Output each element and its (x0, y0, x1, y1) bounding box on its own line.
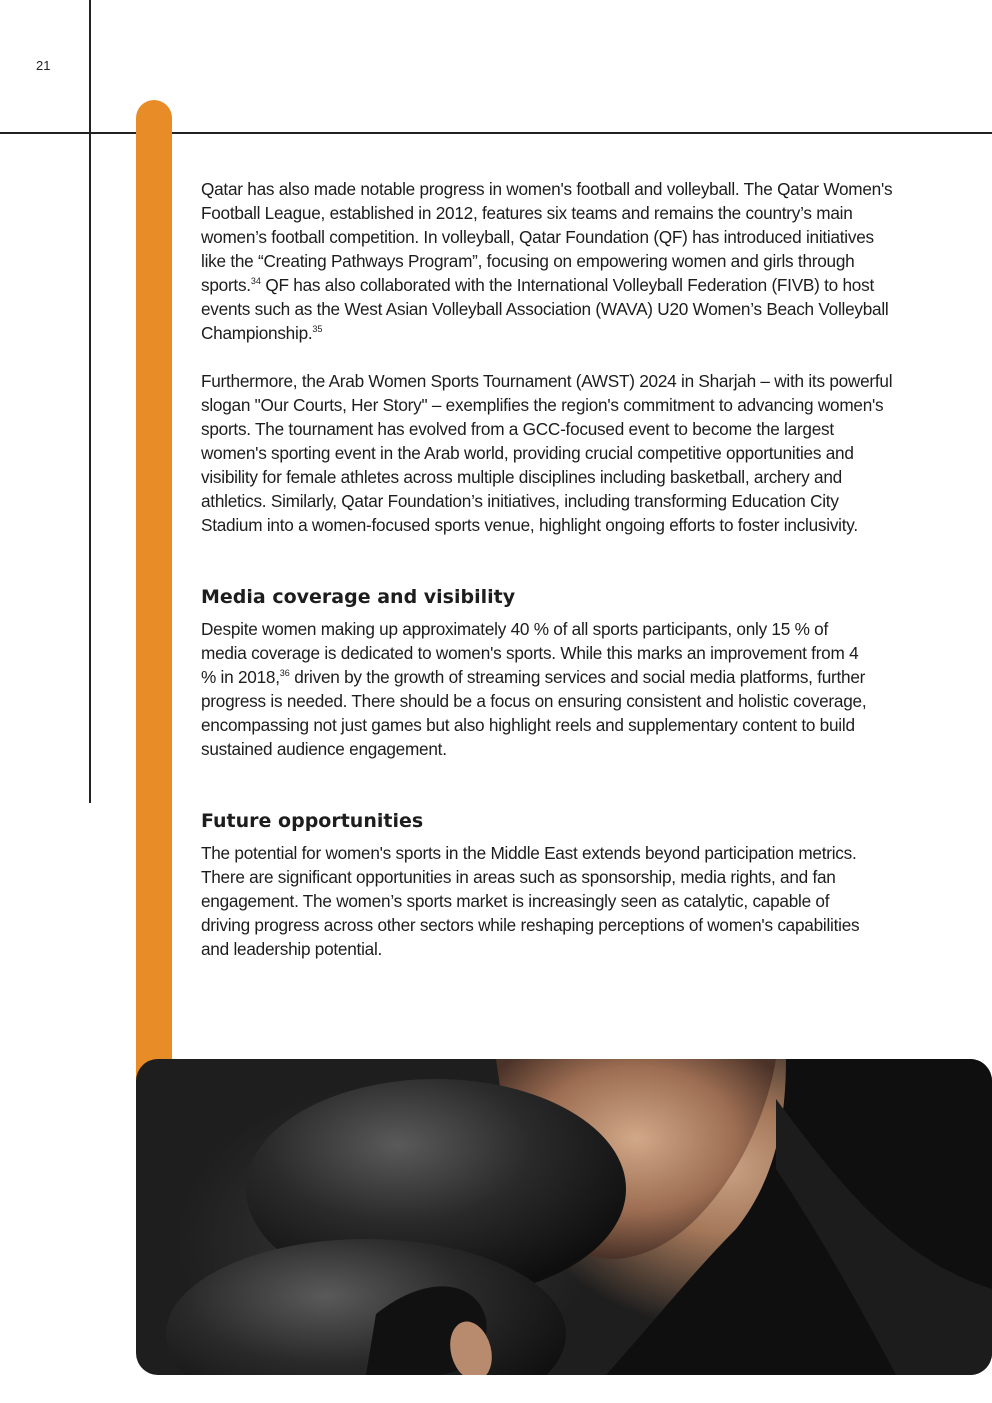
footnote-ref-35[interactable]: 35 (312, 324, 323, 334)
media-paragraph: Despite women making up approximately 40 % of all sports participants, only 15 % of media coverage is dedicated to women's sports. While this marks an improvement from 4 % in 2018,36 driven by the growth of streaming services and social media platforms, further progress is needed. There should be a focus on ensuring consistent and holistic coverage, encompassing not just games but also highlight reels and supplementary content to build sustained audience engagement. (201, 619, 867, 759)
vertical-rule (89, 0, 91, 803)
footnote-ref-34[interactable]: 34 (250, 276, 261, 286)
media-heading: Media coverage and visibility (201, 586, 516, 608)
footnote-ref-36[interactable]: 36 (279, 668, 290, 678)
photo-illustration (136, 1059, 992, 1375)
page-number: 21 (36, 58, 51, 73)
article-body (201, 177, 901, 961)
accent-bar (136, 100, 172, 1100)
future-paragraph: The potential for women's sports in the Middle East extends beyond participation metrics. There are significant opportunities in areas such as sponsorship, media rights, and fan engagement. The women’s sports market is increasingly seen as catalytic, capable of driving progress across other sectors while reshaping perceptions of women's capabilities and leadership potential. (201, 843, 860, 959)
boxing-athlete-photo (136, 1059, 992, 1375)
intro-paragraph-2: Furthermore, the Arab Women Sports Tournament (AWST) 2024 in Sharjah – with its powerful slogan "Our Courts, Her Story" – exemplifies the region's commitment to advancing women's sports. The tournament has evolved from a GCC-focused event to become the largest women's sporting event in the Arab world, providing crucial competitive opportunities and visibility for female athletes across multiple disciplines including basketball, archery and athletics. Similarly, Qatar Foundation’s initiatives, including transforming Education City Stadium into a women-focused sports venue, highlight ongoing efforts to foster inclusivity. (201, 371, 893, 535)
future-heading: Future opportunities (201, 810, 424, 832)
intro-paragraph-1: Qatar has also made notable progress in women's football and volleyball. The Qatar Women's Football League, established in 2012, features six teams and remains the country’s main women’s football competition. In volleyball, Qatar Foundation (QF) has introduced initiatives like the “Creating Pathways Program”, focusing on empowering women and girls through sports.$^{34}$ QF has also collaborated with the International Volleyball Federation (FIVB) to host events such as the West Asian Volleyball Association (WAVA) U20 Women’s Beach Volleyball Championship.$^{35}$ (201, 179, 893, 343)
